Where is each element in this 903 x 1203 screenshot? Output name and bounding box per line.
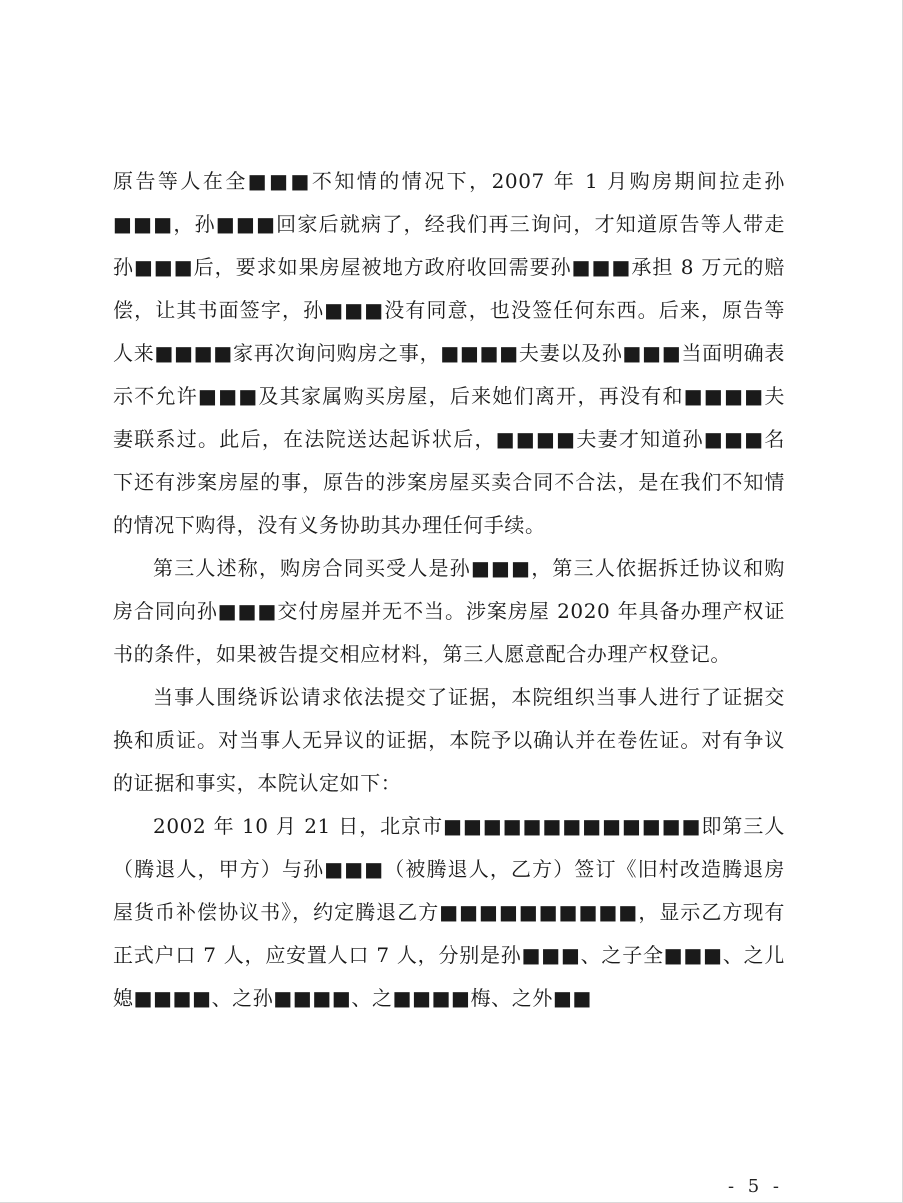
paragraph-third-party-statement: 第三人述称，购房合同买受人是孙■■■，第三人依据拆迁协议和购房合同向孙■■■交付房屋并无不当。涉案房屋 2020 年具备办理产权证书的条件，如果被告提交相应材料，第三人愿意配合办理产权登记。 (113, 556, 785, 666)
paragraph-defendant-statement: 原告等人在全■■■不知情的情况下，2007 年 1 月购房期间拉走孙■■■，孙■■■回家后就病了，经我们再三询问，才知道原告等人带走孙■■■后，要求如果房屋被地方政府收回需要孙■■■承担 8 万元的赔偿，让其书面签字，孙■■■没有同意，也没签任何东西。后来，原告等人来■■■■家再次询问购房之事，■■■■夫妻以及孙■■■当面明确表示不允许■■■及其家属购买房屋，后来她们离开，再没有和■■■■夫妻联系过。此后，在法院送达起诉状后，■■■■夫妻才知道孙■■■名下还有涉案房屋的事，原告的涉案房屋买卖合同不合法，是在我们不知情的情况下购得，没有义务协助其办理任何手续。 (113, 169, 785, 537)
document-body (113, 160, 785, 1020)
paragraph-evidence-review: 当事人围绕诉讼请求依法提交了证据，本院组织当事人进行了证据交换和质证。对当事人无异议的证据，本院予以确认并在卷佐证。对有争议的证据和事实，本院认定如下： (113, 685, 785, 795)
paragraph-facts-2002: 2002 年 10 月 21 日，北京市■■■■■■■■■■■■■即第三人（腾退人，甲方）与孙■■■（被腾退人，乙方）签订《旧村改造腾退房屋货币补偿协议书》，约定腾退乙方■■■■■■■■■■，显示乙方现有正式户口 7 人，应安置人口 7 人，分别是孙■■■、之子全■■■、之儿媳■■■■、之孙■■■■、之■■■■梅、之外■■ (113, 814, 785, 1010)
page-number: - 5 - (727, 1176, 783, 1197)
